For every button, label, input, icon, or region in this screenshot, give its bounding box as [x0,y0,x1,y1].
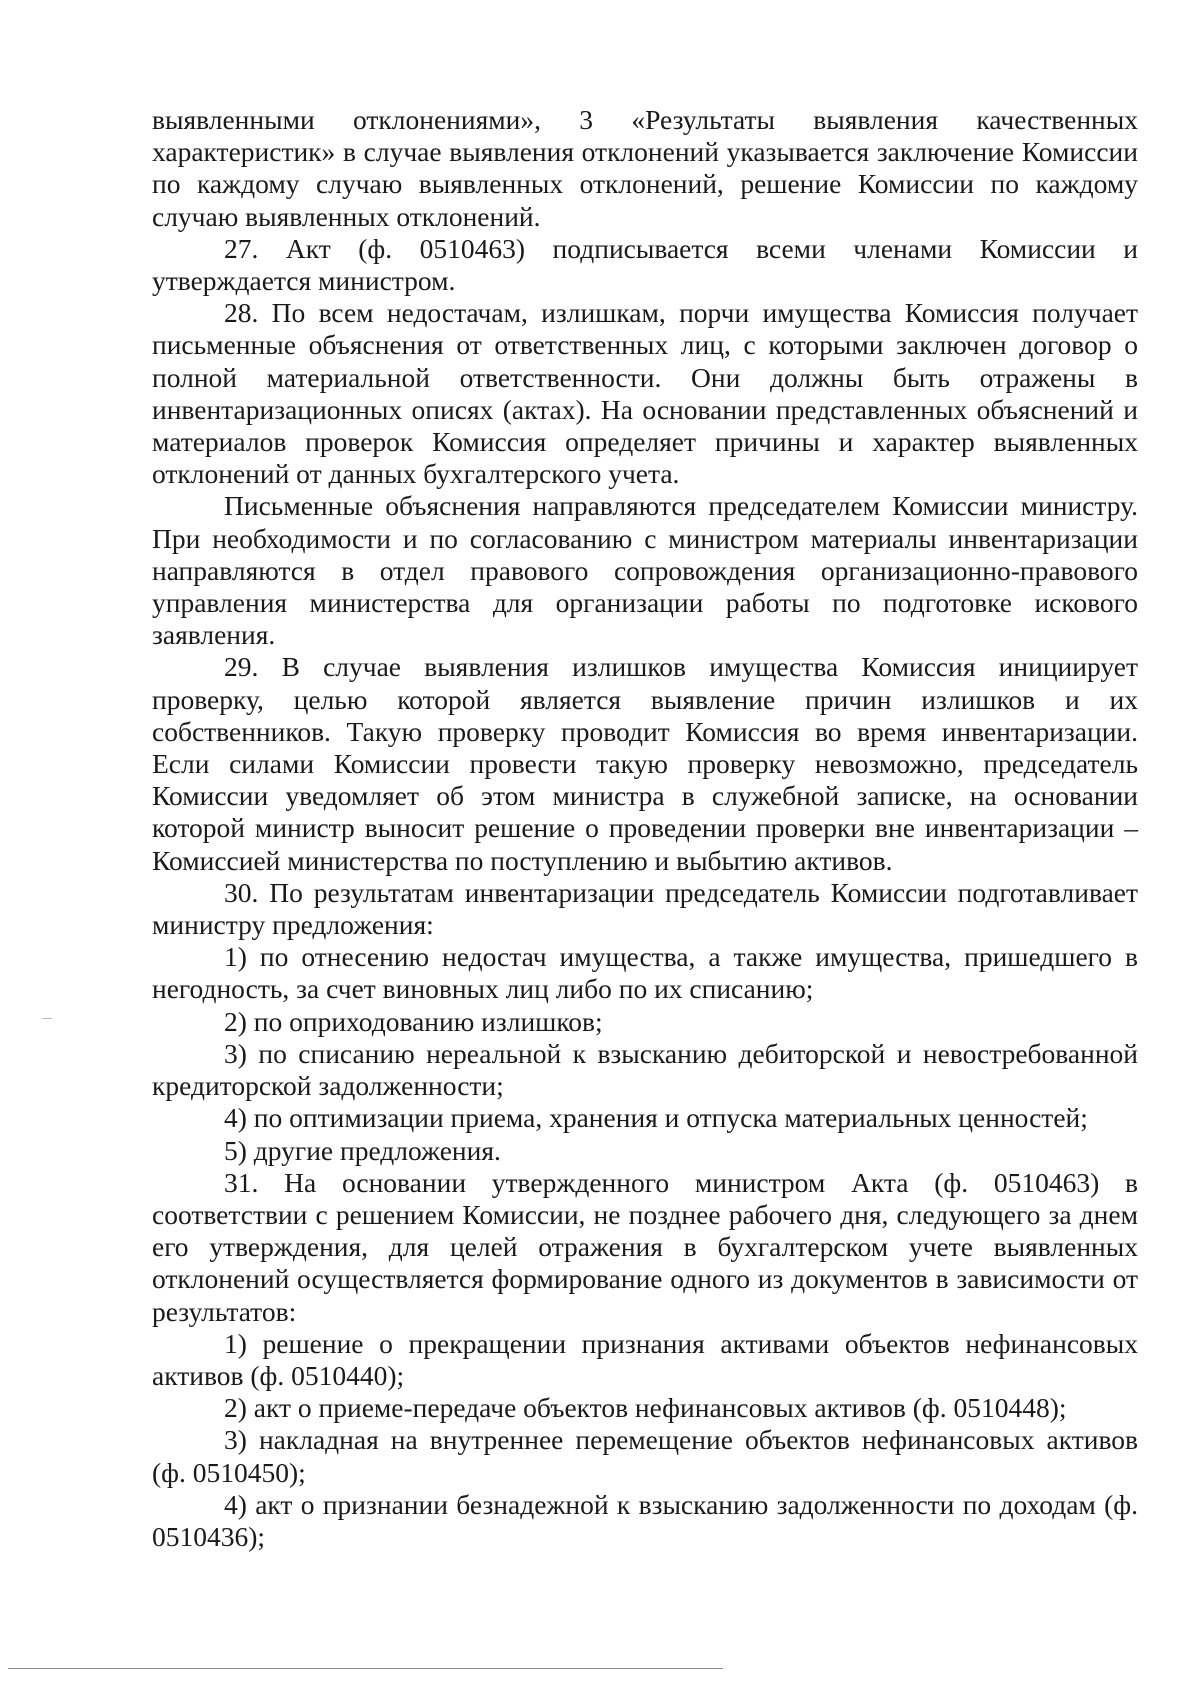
list-item-30-5: 5) другие предложения. [224,1134,501,1166]
list-item-31-2: 2) акт о приеме-передаче объектов нефинансовых активов (ф. 0510448); [224,1392,1067,1424]
list-item-31-1: 1) решение о прекращении признания активами объектов нефинансовых активов (ф. 0510440); [152,1327,1138,1391]
paragraph-continuation: выявленными отклонениями», 3 «Результаты выявления качественных характеристик» в случае выявления отклонений указывается заключение Комиссии по каждому случаю выявленных отклонений, решение Комиссии по каждому случаю выявленных отклонений. [152,104,1138,232]
list-item-31-3: 3) накладная на внутреннее перемещение объектов нефинансовых активов (ф. 0510450); [152,1424,1138,1488]
paragraph-29: 29. В случае выявления излишков имущества Комиссия инициирует проверку, целью которой является выявление причин излишков и их собственников. Такую проверку проводит Комиссия во время инвентаризации. Если силами Комиссии провести такую проверку невозможно, председатель Комиссии уведомляет об этом министра в служебной записке, на основании которой министр выносит решение о проведении проверки вне инвентаризации – Комиссией министерства по поступлению и выбытию активов. [152,651,1138,876]
scan-artifact-line [8,1668,723,1669]
paragraph-30: 30. По результатам инвентаризации председатель Комиссии подготавливает министру предложения: [152,876,1138,941]
list-item-30-1: 1) по отнесению недостач имущества, а также имущества, пришедшего в негодность, за счет виновных лиц либо по их списанию; [152,941,1138,1005]
paragraph-28-explanations: Письменные объяснения направляются председателем Комиссии министру. При необходимости и по согласованию с министром материалы инвентаризации направляются в отдел правового сопровождения организационно-правового управления министерства для организации работы по подготовке искового заявления. [152,490,1138,651]
list-item-30-2: 2) по оприходованию излишков; [224,1005,603,1037]
paragraph-28: 28. По всем недостачам, излишкам, порчи имущества Комиссия получает письменные объяснения от ответственных лиц, с которыми заключен договор о полной материальной ответственности. Они должны быть отражены в инвентаризационных описях (актах). На основании представленных объяснений и материалов проверок Комиссия определяет причины и характер выявленных отклонений от данных бухгалтерского учета. [152,297,1138,490]
list-item-30-4: 4) по оптимизации приема, хранения и отпуска материальных ценностей; [224,1102,1088,1134]
scan-artifact-tick [42,1018,52,1019]
list-item-30-3: 3) по списанию нереальной к взысканию дебиторской и невостребованной кредиторской задолженности; [152,1037,1138,1102]
paragraph-31: 31. На основании утвержденного министром Акта (ф. 0510463) в соответствии с решением Комиссии, не позднее рабочего дня, следующего за днем его утверждения, для целей отражения в бухгалтерском учете выявленных отклонений осуществляется формирование одного из документов в зависимости от результатов: [152,1166,1138,1327]
paragraph-27: 27. Акт (ф. 0510463) подписывается всеми членами Комиссии и утверждается министром. [152,232,1138,297]
list-item-31-4: 4) акт о признании безнадежной к взысканию задолженности по доходам (ф. 0510436); [152,1488,1138,1552]
document-body [152,104,1138,1553]
